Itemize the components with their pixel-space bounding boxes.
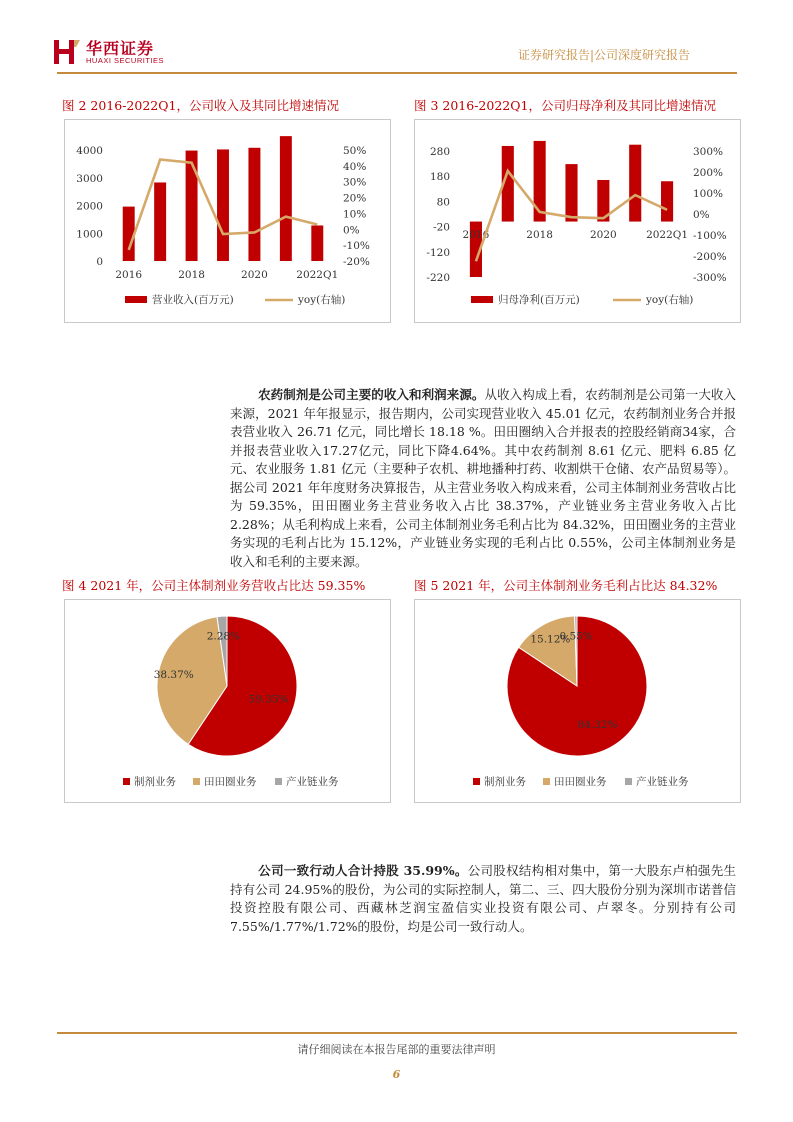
fig5-title: 图 5 2021 年，公司主体制剂业务毛利占比达 84.32% xyxy=(414,578,718,593)
logo-chinese-name: 华西证券 xyxy=(86,39,155,58)
right-axis-tick-label: 40% xyxy=(343,160,367,173)
logo-english-name: HUAXI SECURITIES xyxy=(86,56,165,65)
huaxi-logo-icon xyxy=(54,38,80,66)
legend-label: 制剂业务 xyxy=(134,776,176,788)
left-axis-tick-label: 80 xyxy=(436,196,450,209)
legend-bar-label: 归母净利(百万元) xyxy=(498,294,580,306)
right-axis-tick-label: -200% xyxy=(693,251,727,263)
fig5-gross-profit-share-pie xyxy=(415,600,740,802)
chart-bar xyxy=(280,136,292,261)
chart-bar xyxy=(311,225,323,261)
paragraph-revenue-structure xyxy=(230,386,736,571)
x-axis-tick-label: 2016 xyxy=(115,269,143,281)
right-axis-tick-label: 0% xyxy=(343,224,360,237)
pie-value-label: 38.37% xyxy=(153,668,194,681)
right-axis-tick-label: -300% xyxy=(693,272,727,284)
legend-bar-label: 营业收入(百万元) xyxy=(152,294,234,306)
right-axis-tick-label: -20% xyxy=(343,256,370,268)
legend-label: 田田圈业务 xyxy=(554,776,607,788)
para1-lead: 农药制剂是公司主要的收入和利润来源。 xyxy=(258,387,485,402)
pie-value-label: 0.55% xyxy=(559,630,593,643)
legend-label: 田田圈业务 xyxy=(204,776,257,788)
x-axis-tick-label: 2020 xyxy=(589,229,617,241)
legend-label: 产业链业务 xyxy=(636,776,689,788)
header-divider xyxy=(57,72,737,74)
legal-disclaimer-note: 请仔细阅读在本报告尾部的重要法律声明 xyxy=(297,1043,496,1056)
x-axis-tick-label: 2016 xyxy=(462,229,490,241)
fig2-chart-box xyxy=(64,119,391,323)
paragraph-shareholding xyxy=(230,862,736,936)
x-axis-tick-label: 2022Q1 xyxy=(296,269,339,281)
legend-swatch xyxy=(543,778,550,785)
pie-value-label: 59.35% xyxy=(248,693,289,706)
pie-value-label: 2.28% xyxy=(206,630,241,643)
fig2-revenue-chart xyxy=(65,120,390,322)
fig3-title: 图 3 2016-2022Q1，公司归母净利及其同比增速情况 xyxy=(414,98,716,113)
x-axis-tick-label: 2018 xyxy=(178,269,205,281)
x-axis-tick-label: 2018 xyxy=(526,229,554,241)
left-axis-tick-label: -20 xyxy=(433,221,450,234)
legend-swatch xyxy=(625,778,632,785)
para1-body: 从收入构成上看，农药制剂是公司第一大收入来源，2021 年年报显示，报告期内，公司实现营业收入 45.01 亿元，农药制剂业务合并报表营业收入 26.71 亿元，同比增长 18.18 %。田田圈纳入合并报表的控股经销商34家，合并报表营业收入17.27亿元，同比下降4.64%。其中农药制剂 8.61 亿元、肥料 6.85 亿元、农业服务 1.81 亿元（主要种子农机、耕地播种打药、收割烘干仓储、农产品贸易等）。据公司 2021 年年度财务决算报告，从主营业务收入构成来看，公司主体制剂业务营收占比为 59.35%，田田圈业务主营业务收入占比 38.37%，产业链业务主营业务收入占比 2.28%；从毛利构成上来看，公司主体制剂业务毛利占比为 84.32%，田田圈业务的主营业务实现的毛利占比为 15.12%，产业链业务实现的毛利占比 0.55%，公司主体制剂业务是收入和毛利的主要来源。 xyxy=(230,387,736,569)
left-axis-tick-label: -120 xyxy=(426,246,450,259)
right-axis-tick-label: 10% xyxy=(343,208,367,221)
left-axis-tick-label: 4000 xyxy=(76,145,103,157)
left-axis-tick-label: 3000 xyxy=(76,172,103,185)
fig4-chart-box xyxy=(64,599,391,803)
report-type-label: 证券研究报告|公司深度研究报告 xyxy=(518,48,691,62)
para2-body: 公司股权结构相对集中，第一大股东卢柏强先生持有公司 24.95%的股份，为公司的实际控制人，第二、三、四大股份分别为深圳市诺普信投资控股有限公司、西藏林芝润宝盈信实业投资有限公司、卢翠冬。分别持有公司 7.55%/1.77%/1.72%的股份，均是公司一致行动人。 xyxy=(230,863,736,934)
pie-value-label: 84.32% xyxy=(577,719,618,732)
page-number: 6 xyxy=(392,1068,401,1081)
chart-bar xyxy=(565,164,577,221)
right-axis-tick-label: 200% xyxy=(693,167,724,179)
left-axis-tick-label: -220 xyxy=(426,272,450,284)
right-axis-tick-label: 20% xyxy=(343,192,367,205)
legend-line-label: yoy(右轴) xyxy=(298,294,346,306)
left-axis-tick-label: 2000 xyxy=(76,200,103,213)
x-axis-tick-label: 2020 xyxy=(241,269,268,281)
para2-lead: 公司一致行动人合计持股 35.99%。 xyxy=(258,863,468,878)
right-axis-tick-label: 50% xyxy=(343,145,367,157)
chart-bar xyxy=(248,148,260,261)
legend-swatch xyxy=(275,778,282,785)
footer-divider xyxy=(57,1032,737,1034)
left-axis-tick-label: 180 xyxy=(429,171,450,184)
left-axis-tick-label: 280 xyxy=(429,146,450,158)
legend-label: 产业链业务 xyxy=(286,776,339,788)
legend-swatch xyxy=(193,778,200,785)
fig4-revenue-share-pie xyxy=(65,600,390,802)
right-axis-tick-label: 30% xyxy=(343,176,367,189)
fig4-title: 图 4 2021 年，公司主体制剂业务营收占比达 59.35% xyxy=(62,578,366,593)
right-axis-tick-label: -10% xyxy=(343,240,370,253)
left-axis-tick-label: 0 xyxy=(96,256,103,268)
right-axis-tick-label: 100% xyxy=(693,188,724,200)
chart-bar xyxy=(661,181,673,221)
right-axis-tick-label: 300% xyxy=(693,146,724,158)
chart-bar xyxy=(629,145,641,222)
fig2-title: 图 2 2016-2022Q1，公司收入及其同比增速情况 xyxy=(62,98,339,113)
pie-value-label: 15.12% xyxy=(530,633,571,646)
chart-bar xyxy=(186,151,198,261)
legend-swatch xyxy=(473,778,480,785)
x-axis-tick-label: 2022Q1 xyxy=(646,229,689,241)
legend-line-label: yoy(右轴) xyxy=(646,294,694,306)
chart-bar xyxy=(154,182,166,261)
left-axis-tick-label: 1000 xyxy=(76,228,103,241)
chart-bar xyxy=(123,207,135,261)
right-axis-tick-label: 0% xyxy=(693,209,710,221)
chart-bar xyxy=(217,149,229,261)
right-axis-tick-label: -100% xyxy=(693,230,727,242)
fig3-profit-chart xyxy=(415,120,740,322)
fig3-chart-box xyxy=(414,119,741,323)
legend-bar-swatch xyxy=(125,296,147,303)
fig5-chart-box xyxy=(414,599,741,803)
legend-label: 制剂业务 xyxy=(484,776,526,788)
chart-bar xyxy=(534,141,546,222)
legend-swatch xyxy=(123,778,130,785)
legend-bar-swatch xyxy=(471,296,493,303)
